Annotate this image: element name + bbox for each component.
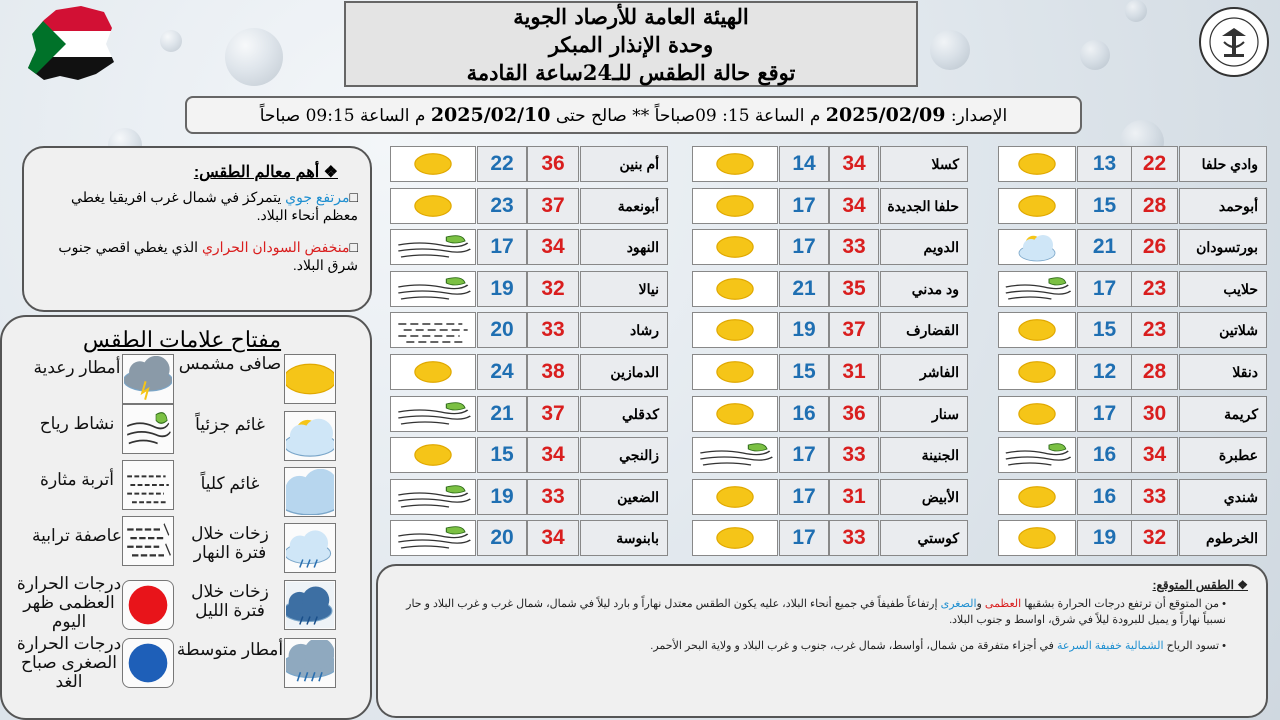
station-min-temp: 15 [779, 354, 829, 390]
station-name: حلايب [1179, 271, 1267, 307]
station-name: أم بنين [580, 146, 668, 182]
station-name: شندي [1179, 479, 1267, 515]
station-name: الأبيض [880, 479, 968, 515]
station-name: الدمازين [580, 354, 668, 390]
station-max-temp: 30 [1131, 396, 1178, 432]
station-max-temp: 33 [527, 312, 579, 348]
sun-icon [1001, 190, 1073, 222]
station-weather-icon [390, 312, 476, 348]
station-max-temp: 36 [829, 396, 879, 432]
sun-icon [1001, 481, 1073, 513]
station-weather-icon [390, 229, 476, 265]
partly-cloudy-icon [1001, 231, 1073, 263]
station-name: أبوحمد [1179, 188, 1267, 224]
sun-icon [695, 522, 775, 554]
station-name: القضارف [880, 312, 968, 348]
station-name: بابنوسة [580, 520, 668, 556]
features-title: ❖ أهم معالم الطقس: [193, 164, 338, 181]
issue-info-box [185, 96, 1082, 134]
issue-date: 2025/02/09 [825, 104, 946, 126]
station-min-temp: 17 [1077, 271, 1132, 307]
legend-label: زخات خلال فترة النهار [191, 524, 269, 562]
feature-item: □منخفض السودان الحراري الذي يغطي اقصي جنوب شرق البلاد. [58, 239, 358, 273]
station-max-temp: 26 [1131, 229, 1178, 265]
station-max-temp: 37 [829, 312, 879, 348]
station-max-temp: 35 [829, 271, 879, 307]
station-weather-icon [390, 188, 476, 224]
sun-icon [1001, 148, 1073, 180]
station-min-temp: 17 [779, 229, 829, 265]
station-max-temp: 34 [527, 437, 579, 473]
sudan-flag-icon [26, 4, 116, 84]
station-min-temp: 20 [477, 312, 527, 348]
station-min-temp: 16 [779, 396, 829, 432]
legend-label: نشاط رياح [39, 414, 115, 433]
legend-label: غائم جزئياً [195, 415, 265, 434]
station-min-temp: 17 [779, 437, 829, 473]
feature-item: □مرتفع جوي يتمركز في شمال غرب افريقيا يغطي معظم أنحاء البلاد. [71, 189, 358, 223]
station-max-temp: 23 [1131, 271, 1178, 307]
station-weather-icon [692, 146, 778, 182]
station-max-temp: 38 [527, 354, 579, 390]
station-weather-icon [692, 437, 778, 473]
wind-icon [393, 231, 473, 263]
legend-label: درجات الحرارة الصغرى صباح الغد [16, 634, 122, 691]
station-name: زالنجي [580, 437, 668, 473]
station-name: وادي حلفا [1179, 146, 1267, 182]
min-temp-icon [122, 638, 174, 688]
station-min-temp: 17 [779, 188, 829, 224]
station-max-temp: 37 [527, 396, 579, 432]
wind-icon [393, 522, 473, 554]
station-min-temp: 17 [779, 479, 829, 515]
max-temp-icon [122, 580, 174, 630]
night-showers-icon [284, 580, 336, 630]
station-max-temp: 33 [829, 437, 879, 473]
station-weather-icon [390, 479, 476, 515]
sun-icon [1001, 522, 1073, 554]
station-name: الضعين [580, 479, 668, 515]
station-max-temp: 34 [829, 146, 879, 182]
legend-label: صافى مشمس [178, 354, 282, 373]
station-weather-icon [692, 520, 778, 556]
issue-time: م الساعة 15: 09صباحاً [654, 106, 821, 126]
station-min-temp: 15 [1077, 188, 1132, 224]
weather-features-box [22, 146, 372, 312]
sun-icon [695, 148, 775, 180]
station-min-temp: 21 [1077, 229, 1132, 265]
station-weather-icon [998, 188, 1076, 224]
station-name: أبونعمة [580, 188, 668, 224]
station-weather-icon [998, 479, 1076, 515]
unit-name: وحدة الإنذار المبكر [548, 32, 714, 57]
station-weather-icon [390, 520, 476, 556]
station-min-temp: 13 [1077, 146, 1132, 182]
station-name: الدويم [880, 229, 968, 265]
station-name: كريمة [1179, 396, 1267, 432]
station-weather-icon [390, 146, 476, 182]
station-name: الجنينة [880, 437, 968, 473]
station-name: دنقلا [1179, 354, 1267, 390]
station-weather-icon [998, 229, 1076, 265]
station-max-temp: 33 [1131, 479, 1178, 515]
forecast-paragraph: • من المتوقع أن ترتفع درجات الحرارة بشقيها العظمى والصغرى إرتفاعاً طفيفاً في جميع أنحاء البلاد، عليه يكون الطقس معتدل نهاراً و بارد ليلاً في شمال، شمال غرب و غرب البلاد و حار نسبياً نهاراً و يميل للبرودة ليلاً في شرق، اواسط و جنوب البلاد. [406, 598, 1226, 626]
station-max-temp: 36 [527, 146, 579, 182]
station-weather-icon [998, 354, 1076, 390]
station-min-temp: 22 [477, 146, 527, 182]
wind-icon [1001, 273, 1073, 305]
valid-label: ** صالح حتى [555, 106, 650, 126]
sun-icon [284, 354, 336, 404]
station-name: شلاتين [1179, 312, 1267, 348]
station-min-temp: 21 [477, 396, 527, 432]
station-min-temp: 23 [477, 188, 527, 224]
station-weather-icon [998, 396, 1076, 432]
station-max-temp: 33 [527, 479, 579, 515]
partly-cloudy-icon [284, 411, 336, 461]
sun-icon [393, 356, 473, 388]
station-max-temp: 34 [829, 188, 879, 224]
station-weather-icon [692, 312, 778, 348]
station-name: نيالا [580, 271, 668, 307]
wind-icon [695, 439, 775, 471]
station-max-temp: 32 [527, 271, 579, 307]
station-max-temp: 32 [1131, 520, 1178, 556]
header-title-box [344, 1, 918, 87]
station-max-temp: 31 [829, 354, 879, 390]
issue-label: الإصدار: [950, 106, 1008, 126]
station-max-temp: 31 [829, 479, 879, 515]
sun-icon [695, 231, 775, 263]
sun-icon [695, 190, 775, 222]
station-name: كسلا [880, 146, 968, 182]
station-max-temp: 23 [1131, 312, 1178, 348]
legend-label: عاصفة ترابية [31, 526, 122, 545]
station-name: سنار [880, 396, 968, 432]
legend-label: أمطار رعدية [33, 358, 121, 377]
legend-label: درجات الحرارة العظمى ظهر اليوم [16, 574, 122, 631]
station-min-temp: 14 [779, 146, 829, 182]
authority-name: الهيئة العامة للأرصاد الجوية [513, 4, 749, 29]
sun-icon [393, 439, 473, 471]
valid-time: م الساعة 09:15 صباحاً [259, 106, 426, 126]
station-max-temp: 37 [527, 188, 579, 224]
sun-icon [393, 148, 473, 180]
station-weather-icon [998, 437, 1076, 473]
station-min-temp: 24 [477, 354, 527, 390]
station-name: الفاشر [880, 354, 968, 390]
station-max-temp: 34 [1131, 437, 1178, 473]
station-weather-icon [692, 188, 778, 224]
station-weather-icon [998, 312, 1076, 348]
sun-icon [1001, 356, 1073, 388]
legend-label: أمطار متوسطة [176, 640, 284, 659]
station-min-temp: 12 [1077, 354, 1132, 390]
wind-icon [393, 481, 473, 513]
station-min-temp: 17 [477, 229, 527, 265]
station-min-temp: 19 [1077, 520, 1132, 556]
station-min-temp: 19 [779, 312, 829, 348]
station-min-temp: 21 [779, 271, 829, 307]
station-max-temp: 28 [1131, 188, 1178, 224]
station-name: عطبرة [1179, 437, 1267, 473]
station-min-temp: 16 [1077, 437, 1132, 473]
station-name: ود مدني [880, 271, 968, 307]
station-weather-icon [998, 271, 1076, 307]
station-max-temp: 22 [1131, 146, 1178, 182]
valid-date: 2025/02/10 [430, 104, 551, 126]
wind-icon [393, 398, 473, 430]
background-drop [225, 28, 283, 86]
station-min-temp: 20 [477, 520, 527, 556]
wind-icon [393, 273, 473, 305]
background-drop [1080, 40, 1110, 70]
expected-weather-box [376, 564, 1268, 718]
station-weather-icon [390, 271, 476, 307]
station-min-temp: 15 [1077, 312, 1132, 348]
wind-icon [1001, 439, 1073, 471]
station-name: بورتسودان [1179, 229, 1267, 265]
station-min-temp: 19 [477, 479, 527, 515]
station-name: كوستي [880, 520, 968, 556]
station-weather-icon [692, 479, 778, 515]
station-max-temp: 34 [527, 229, 579, 265]
sun-icon [695, 273, 775, 305]
station-name: الخرطوم [1179, 520, 1267, 556]
station-max-temp: 28 [1131, 354, 1178, 390]
station-weather-icon [998, 146, 1076, 182]
station-min-temp: 16 [1077, 479, 1132, 515]
background-drop [1125, 0, 1147, 22]
sun-icon [1001, 398, 1073, 430]
sun-icon [695, 481, 775, 513]
legend-title: مفتاح علامات الطقس [82, 327, 282, 352]
station-max-temp: 33 [829, 229, 879, 265]
sun-icon [1001, 314, 1073, 346]
sun-icon [695, 314, 775, 346]
meteorological-authority-logo [1198, 6, 1270, 78]
station-weather-icon [998, 520, 1076, 556]
station-weather-icon [390, 354, 476, 390]
station-min-temp: 17 [779, 520, 829, 556]
dust-icon [393, 314, 473, 346]
station-max-temp: 33 [829, 520, 879, 556]
station-name: النهود [580, 229, 668, 265]
station-name: رشاد [580, 312, 668, 348]
legend-label: زخات خلال فترة الليل [191, 582, 269, 620]
forecast-title: توقع حالة الطقس للـ24ساعة القادمة [466, 60, 796, 85]
sun-icon [393, 190, 473, 222]
moderate-rain-icon [284, 638, 336, 688]
station-name: كدقلي [580, 396, 668, 432]
station-name: حلفا الجديدة [880, 188, 968, 224]
sun-icon [695, 398, 775, 430]
station-weather-icon [390, 396, 476, 432]
station-weather-icon [390, 437, 476, 473]
legend-label: غائم كلياً [200, 474, 260, 493]
forecast-title: ❖ الطقس المتوقع: [1152, 578, 1248, 592]
station-weather-icon [692, 354, 778, 390]
station-min-temp: 15 [477, 437, 527, 473]
sun-icon [695, 356, 775, 388]
station-weather-icon [692, 396, 778, 432]
station-min-temp: 19 [477, 271, 527, 307]
forecast-paragraph: • تسود الرياح الشمالية خفيفة السرعة في أجزاء متفرقة من شمال، أواسط، شمال غرب، جنوب و غرب البلاد و ولاية البحر الأحمر. [650, 640, 1226, 652]
station-weather-icon [692, 271, 778, 307]
background-drop [160, 30, 182, 52]
station-min-temp: 17 [1077, 396, 1132, 432]
legend-label: أتربة مثارة [40, 470, 114, 489]
background-drop [930, 30, 970, 70]
station-max-temp: 34 [527, 520, 579, 556]
cloudy-icon [284, 467, 336, 517]
day-showers-icon [284, 523, 336, 573]
station-weather-icon [692, 229, 778, 265]
